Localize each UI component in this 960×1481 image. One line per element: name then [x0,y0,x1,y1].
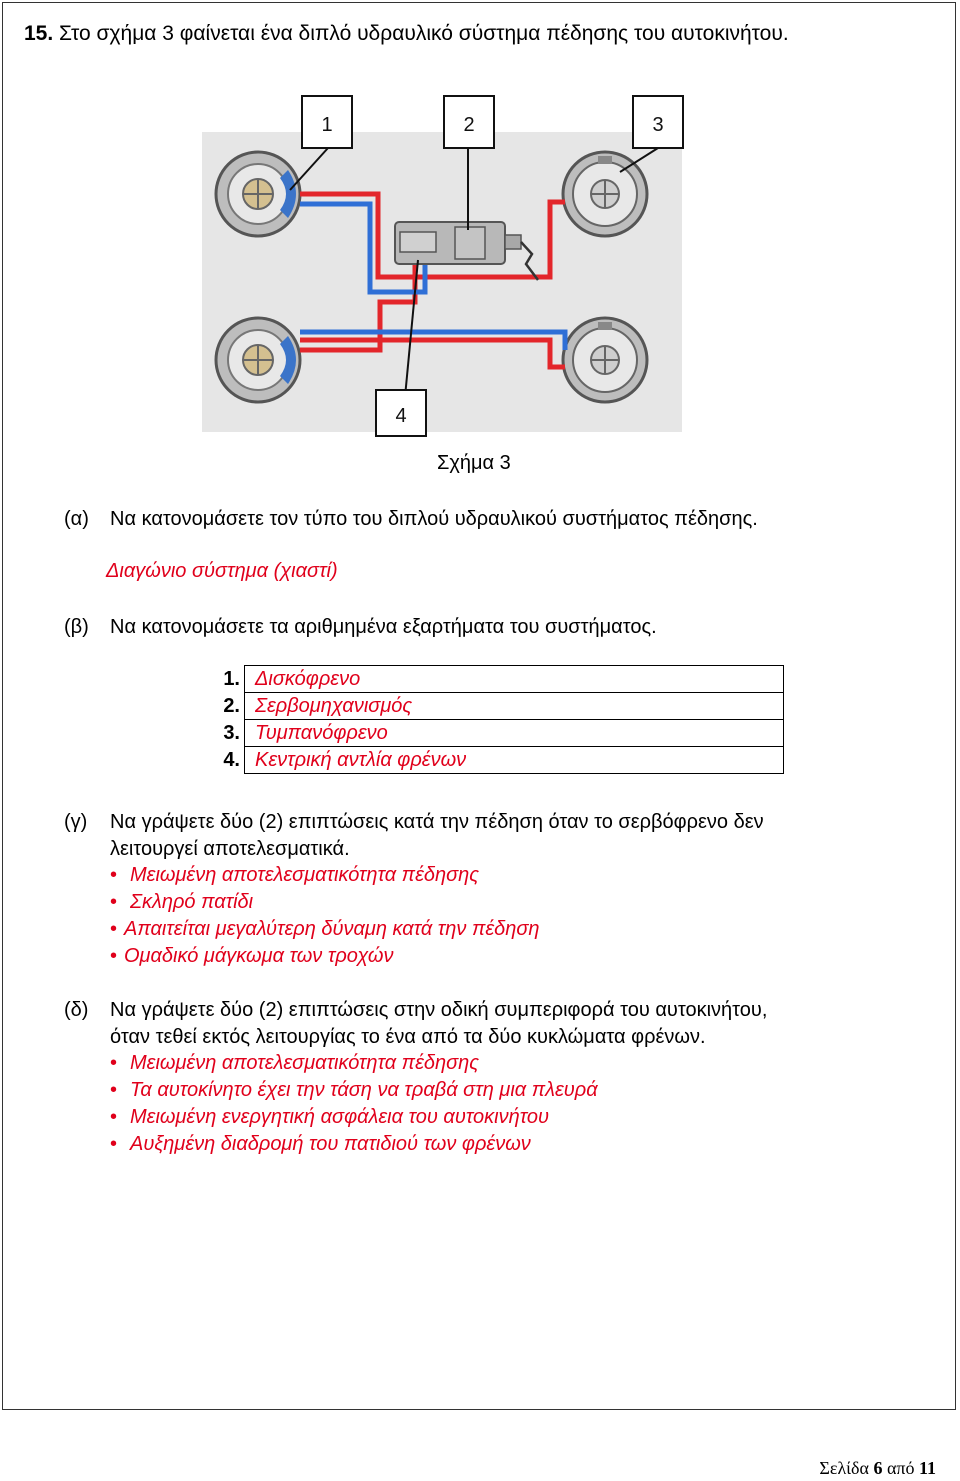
bullet-icon: • [110,1106,118,1128]
question-a-text: Να κατονομάσετε τον τύπο του διπλού υδραυλικού συστήματος πέδησης. [110,508,758,530]
list-item [110,1050,598,1077]
part-name: Κεντρική αντλία φρένων [245,747,784,774]
part-number: 2. [192,693,245,720]
answer-a: Διαγώνιο σύστημα (χιαστί) [106,560,338,582]
list-item-text: Απαιτείται μεγαλύτερη δύναμη κατά την πέδηση [124,918,540,940]
bullet-icon: • [110,945,118,967]
bullet-icon: • [110,1133,118,1155]
footer-of-word: από [886,1458,915,1478]
page-footer [819,1458,936,1479]
list-item-text: Ομαδικό μάγκωμα των τροχών [124,945,394,967]
label-1: 1 [321,114,333,136]
footer-page-word: Σελίδα [819,1458,869,1478]
front-right-drum-brake [563,152,647,236]
label-box-2 [444,96,494,148]
question-b-label: (β) [64,616,89,638]
front-left-disc-brake [216,152,300,236]
question-heading [24,22,789,46]
bullet-icon: • [110,918,118,940]
list-item [110,1077,598,1104]
list-item [110,916,540,943]
table-row [192,666,784,693]
parts-table [192,665,784,774]
label-box-1 [302,96,352,148]
part-number: 3. [192,720,245,747]
question-d-line1: Να γράψετε δύο (2) επιπτώσεις στην οδική συμπεριφορά του αυτοκινήτου, [110,999,768,1021]
table-row [192,693,784,720]
question-c-line2: λειτουργεί αποτελεσματικά. [110,838,350,860]
list-item-text: Αυξημένη διαδρομή του πατιδιού των φρένων [130,1133,531,1155]
part-name: Τυμπανόφρενο [245,720,784,747]
label-box-4 [376,390,426,436]
question-a-label: (α) [64,508,89,530]
question-c-label: (γ) [64,811,88,833]
list-item-text: Τα αυτοκίνητο έχει την τάση να τραβά στη μια πλευρά [130,1079,598,1101]
question-d-line2: όταν τεθεί εκτός λειτουργίας το ένα από τα δύο κυκλώματα φρένων. [110,1026,706,1048]
figure-caption: Σχήμα 3 [437,452,511,474]
list-item-text: Μειωμένη αποτελεσματικότητα πέδησης [130,864,479,886]
rear-right-drum-brake [563,318,647,402]
list-item [110,862,540,889]
part-name: Σερβομηχανισμός [245,693,784,720]
label-2: 2 [463,114,475,136]
label-box-3 [633,96,683,148]
footer-page-number: 6 [873,1458,883,1478]
part-number: 1. [192,666,245,693]
bullet-icon: • [110,864,118,886]
question-d-label: (δ) [64,999,89,1021]
question-c-line1: Να γράψετε δύο (2) επιπτώσεις κατά την πέδηση όταν το σερβόφρενο δεν [110,811,764,833]
question-b-text: Να κατονομάσετε τα αριθμημένα εξαρτήματα του συστήματος. [110,616,657,638]
brake-system-diagram [200,92,685,437]
table-row [192,720,784,747]
list-item [110,889,540,916]
bullet-icon: • [110,1052,118,1074]
table-row [192,747,784,774]
list-item [110,943,540,970]
list-item [110,1104,598,1131]
label-3: 3 [652,114,664,136]
rear-left-disc-brake [216,318,300,402]
footer-page-total: 11 [918,1458,936,1478]
list-item-text: Μειωμένη αποτελεσματικότητα πέδησης [130,1052,479,1074]
bullet-icon: • [110,891,118,913]
answer-d-list [110,1050,598,1158]
question-title: Στο σχήμα 3 φαίνεται ένα διπλό υδραυλικό σύστημα πέδησης του αυτοκινήτου. [53,22,789,45]
bullet-icon: • [110,1079,118,1101]
part-number: 4. [192,747,245,774]
part-name: Δισκόφρενο [245,666,784,693]
list-item-text: Σκληρό πατίδι [130,891,254,913]
answer-c-list [110,862,540,970]
label-4: 4 [395,405,407,427]
list-item-text: Μειωμένη ενεργητική ασφάλεια του αυτοκινήτου [130,1106,550,1128]
question-number: 15. [24,22,54,45]
list-item [110,1131,598,1158]
